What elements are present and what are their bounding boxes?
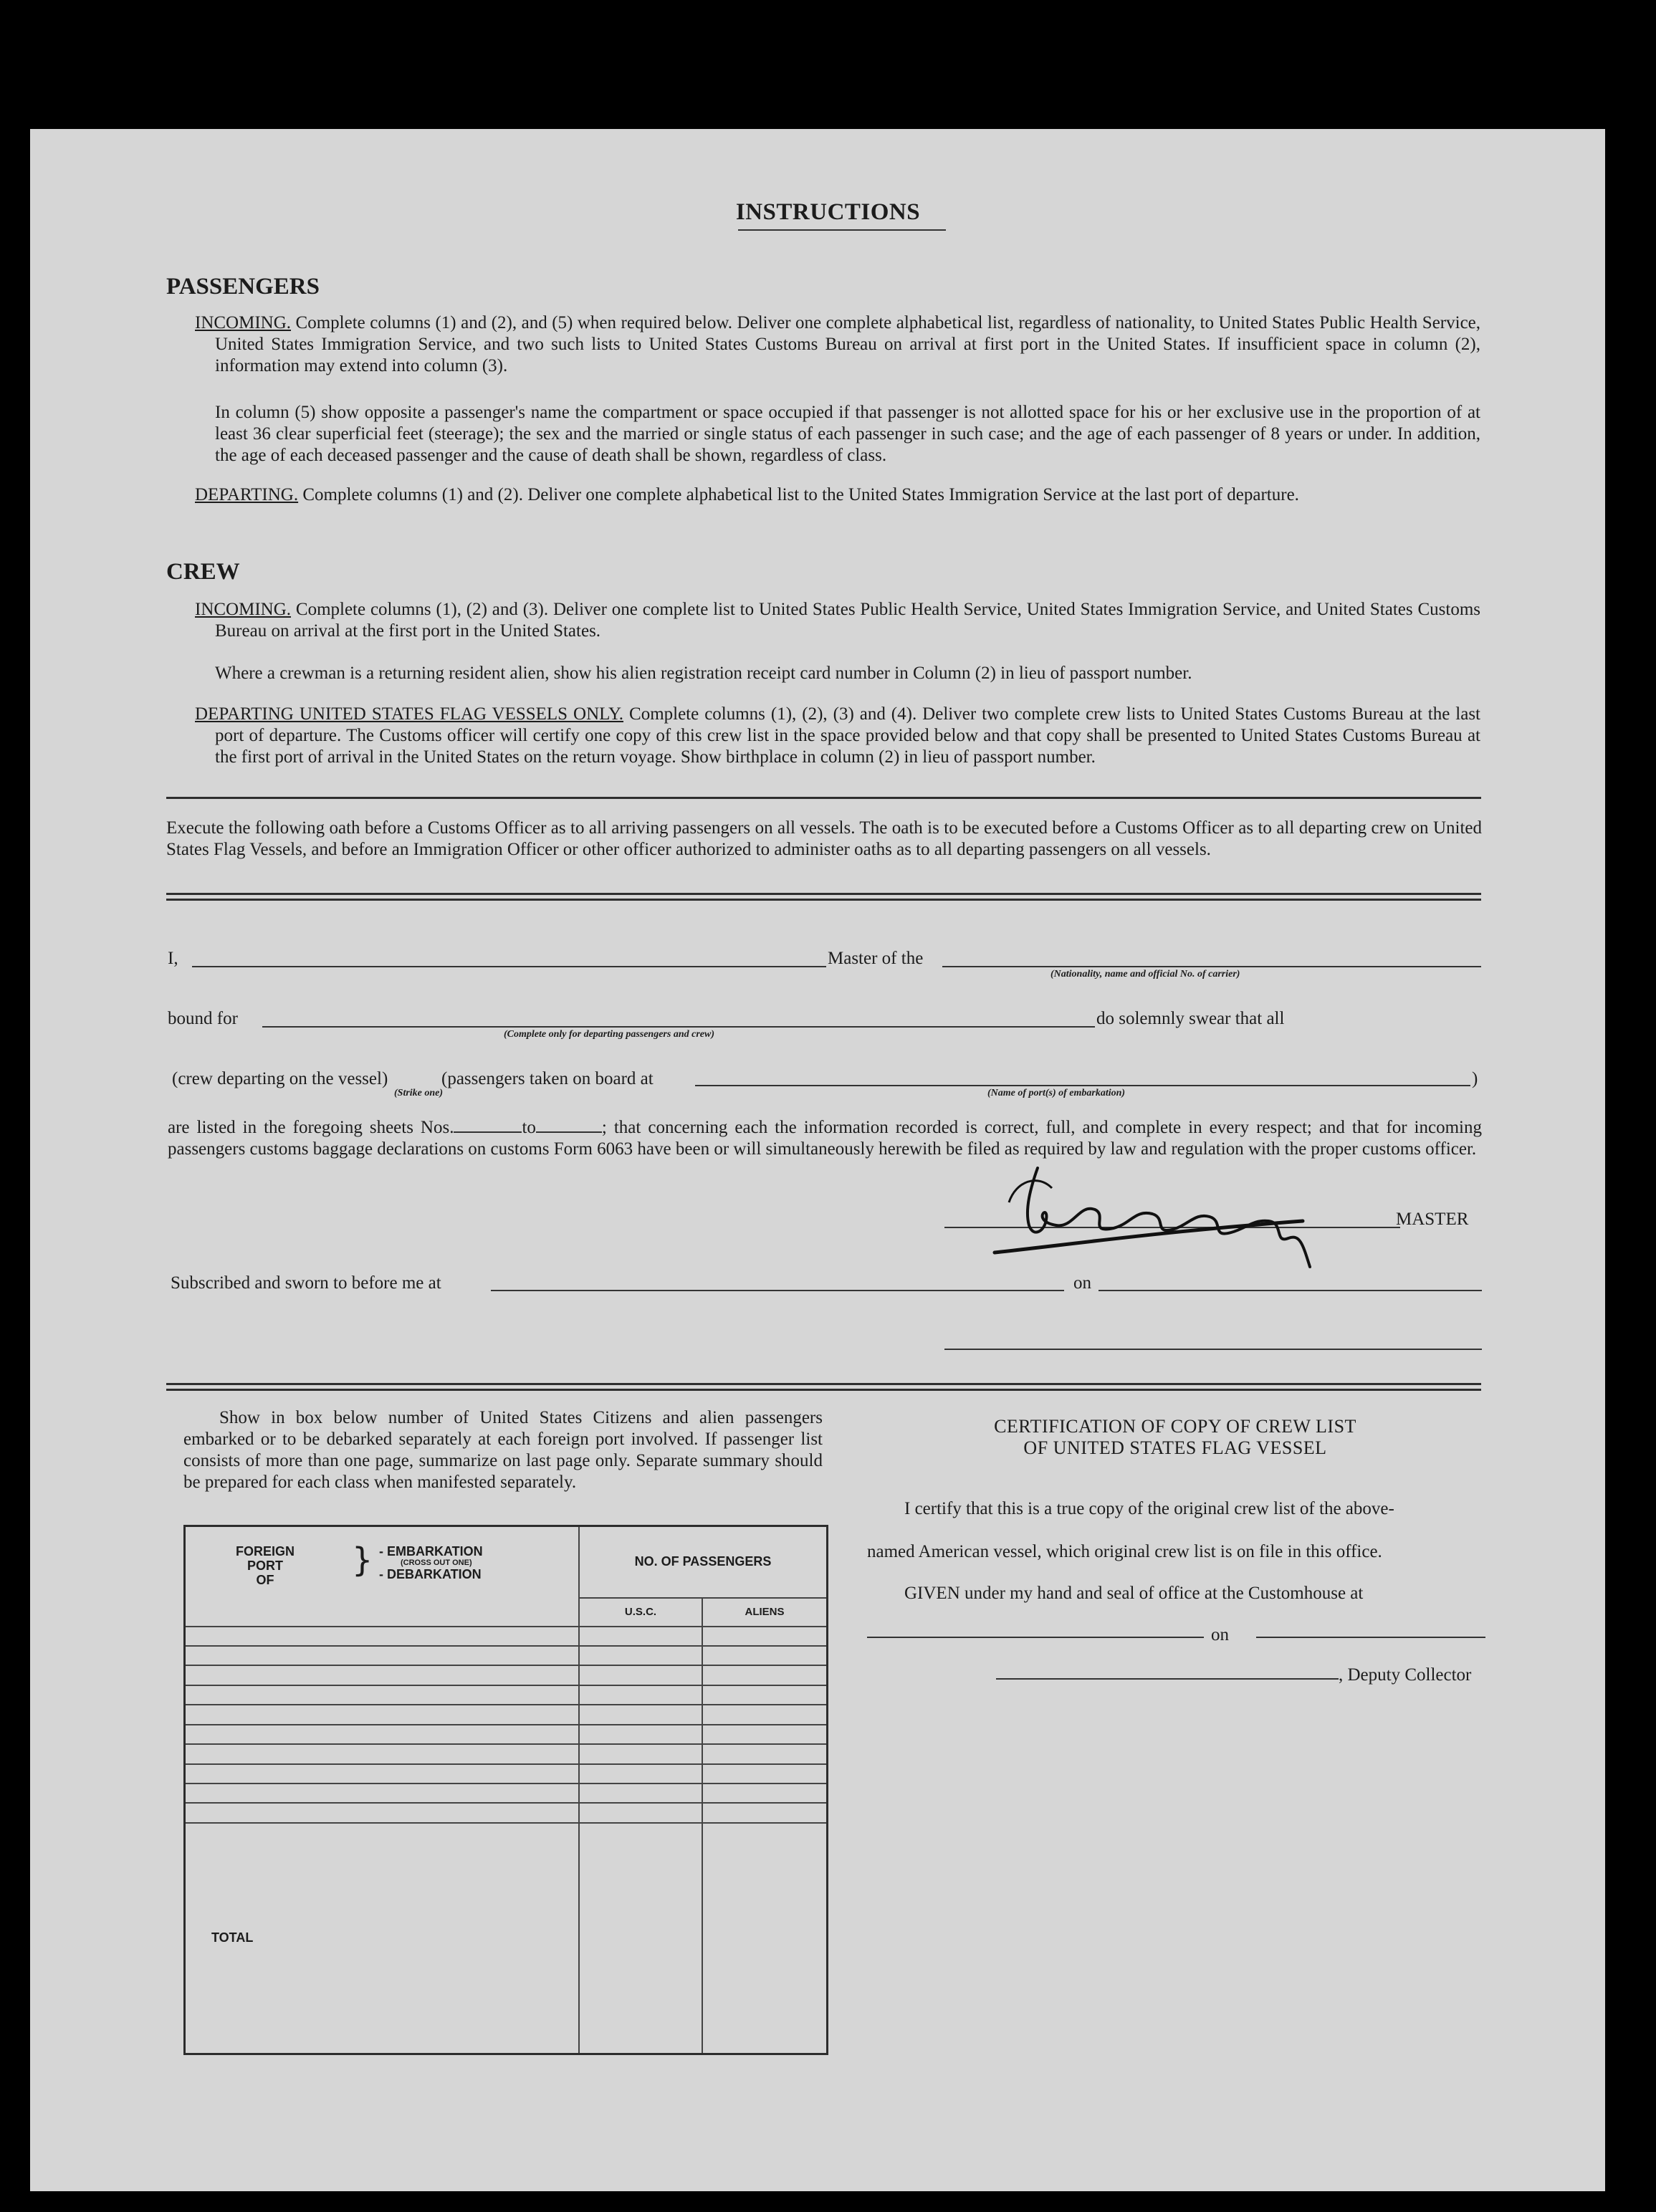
oath-i-label: I,: [168, 949, 178, 968]
passengers-incoming-paragraph: [195, 312, 1481, 377]
passengers-heading: PASSENGERS: [166, 274, 320, 300]
subscribed-date-field[interactable]: [1099, 1290, 1482, 1291]
passenger-summary-table: [183, 1525, 828, 2055]
aliens-cell[interactable]: [702, 1665, 828, 1685]
passengers-incoming-text: Complete columns (1) and (2), and (5) when required below. Deliver one complete alphabetical list, regardless of nationality, to United States Public Health Service, United States Immigration Service, and two such lists to United States Customs Bureau on arrival at first port in the United States. If insufficient space in column (2), information may extend into column (3).: [215, 313, 1481, 375]
certify-line2: named American vessel, which original crew list is on file in this office.: [867, 1542, 1382, 1561]
port-cell[interactable]: [185, 1744, 580, 1763]
port-cell[interactable]: [185, 1705, 580, 1724]
port-cell[interactable]: [185, 1646, 580, 1665]
usc-cell[interactable]: [579, 1803, 702, 1822]
oath-intro-paragraph: Execute the following oath before a Customs Officer as to all arriving passengers on all vessels. The oath is to be executed before a Customs Officer as to all departing crew on United States Flag Vessels, and before an Immigration Officer or other officer authorized to administer oaths as to all departing passengers on all vessels.: [166, 818, 1482, 859]
ports-note: (Name of port(s) of embarkation): [987, 1088, 1126, 1098]
oath-divider-bottom: [166, 899, 1481, 901]
aliens-cell[interactable]: [702, 1744, 828, 1763]
aliens-cell[interactable]: [702, 1705, 828, 1724]
port-cell[interactable]: [185, 1627, 580, 1646]
carrier-note: (Nationality, name and official No. of carrier): [1050, 969, 1240, 980]
total-usc-cell[interactable]: [579, 1823, 702, 2054]
aliens-cell[interactable]: [702, 1764, 828, 1784]
port-header-cell: [185, 1526, 580, 1627]
usc-header: U.S.C.: [579, 1598, 702, 1627]
usc-cell[interactable]: [579, 1685, 702, 1705]
cross-out-note: (CROSS OUT ONE): [401, 1559, 472, 1567]
crew-incoming-lead: INCOMING.: [195, 600, 292, 619]
crew-departing-paragraph: [195, 704, 1481, 768]
aliens-cell[interactable]: [702, 1627, 828, 1646]
of-word: OF: [256, 1573, 274, 1587]
swear-label: do solemnly swear that all: [1096, 1009, 1285, 1028]
usc-cell[interactable]: [579, 1627, 702, 1646]
no-of-passengers-header: NO. OF PASSENGERS: [579, 1526, 828, 1598]
page-title: INSTRUCTIONS: [735, 199, 921, 225]
deputy-collector-field[interactable]: [996, 1678, 1339, 1680]
embarkation-option[interactable]: - EMBARKATION: [379, 1544, 483, 1559]
master-name-field[interactable]: [192, 966, 826, 967]
embarkation-ports-field[interactable]: [695, 1085, 1470, 1086]
passengers-column5-paragraph: In column (5) show opposite a passenger's name the compartment or space occupied if that passenger is not allotted space for his or her exclusive use in the proportion of at least 36 clear superficial feet (steerage); the sex and the married or single status of each passenger in such case; and the age of each passenger of 8 years or under. In addition, the age of each deceased passenger and the cause of death shall be shown, regardless of class.: [215, 403, 1480, 465]
summary-instructions: Show in box below number of United States Citizens and alien passengers embarked or to be debarked separately at each foreign port involved. If passenger list consists of more than one page, summarize on last page only. Separate summary should be prepared for each class when manifested separately.: [183, 1408, 823, 1492]
to-label: to: [522, 1118, 536, 1137]
given-line: GIVEN under my hand and seal of office at the Customhouse at: [904, 1584, 1364, 1603]
crew-heading: CREW: [166, 559, 240, 585]
listed-prefix: are listed in the foregoing sheets Nos.: [168, 1118, 454, 1137]
officer-signature-field[interactable]: [944, 1349, 1482, 1350]
usc-cell[interactable]: [579, 1725, 702, 1744]
usc-cell[interactable]: [579, 1764, 702, 1784]
sheet-to-field[interactable]: [536, 1131, 602, 1133]
carrier-field[interactable]: [942, 966, 1481, 967]
aliens-cell[interactable]: [702, 1803, 828, 1822]
port-cell[interactable]: [185, 1665, 580, 1685]
bound-for-field[interactable]: [262, 1026, 1095, 1028]
port-cell[interactable]: [185, 1784, 580, 1803]
subscribed-place-field[interactable]: [491, 1290, 1064, 1291]
sheet-from-field[interactable]: [454, 1131, 522, 1133]
total-label: TOTAL: [185, 1823, 580, 2054]
port-word: PORT: [247, 1559, 284, 1573]
passengers-taken-option[interactable]: (passengers taken on board at: [441, 1069, 654, 1088]
subscribed-on-label: on: [1073, 1273, 1091, 1293]
cert-divider-bottom: [166, 1389, 1481, 1391]
section-divider: [166, 797, 1481, 799]
certification-title-line2: OF UNITED STATES FLAG VESSEL: [1023, 1437, 1327, 1458]
total-aliens-cell[interactable]: [702, 1823, 828, 2054]
aliens-cell[interactable]: [702, 1725, 828, 1744]
strike-note: (Strike one): [394, 1088, 444, 1098]
crew-departing-option[interactable]: (crew departing on the vessel): [172, 1069, 388, 1088]
crew-resident-paragraph: Where a crewman is a returning resident alien, show his alien registration receipt card number in Column (2) in lieu of passport number.: [215, 664, 1192, 683]
master-of-label: Master of the: [828, 949, 924, 968]
listed-text: ; that concerning each the information recorded is correct, full, and complete in every respect; and that for incoming passengers customs baggage declarations on customs Form 6063 have been or will simultaneously herewith be filed as required by law and regulation with the proper customs officer.: [168, 1118, 1482, 1159]
crew-departing-lead: DEPARTING UNITED STATES FLAG VESSELS ONLY.: [195, 704, 624, 724]
usc-cell[interactable]: [579, 1646, 702, 1665]
master-label: MASTER: [1396, 1210, 1469, 1229]
oath-divider-top: [166, 893, 1481, 895]
foreign-port-of-label: [236, 1544, 295, 1587]
cert-date-field[interactable]: [1256, 1637, 1485, 1638]
crew-incoming-paragraph: [195, 599, 1481, 642]
usc-cell[interactable]: [579, 1665, 702, 1685]
close-paren: ): [1472, 1069, 1478, 1088]
embark-debark-label: [379, 1544, 483, 1581]
certify-line1: I certify that this is a true copy of the original crew list of the above-: [904, 1499, 1394, 1518]
debarkation-option[interactable]: - DEBARKATION: [379, 1567, 482, 1581]
cert-divider-top: [166, 1383, 1481, 1385]
aliens-cell[interactable]: [702, 1685, 828, 1705]
foreign-word: FOREIGN: [236, 1544, 295, 1559]
customhouse-place-field[interactable]: [867, 1637, 1204, 1638]
usc-cell[interactable]: [579, 1784, 702, 1803]
bound-for-label: bound for: [168, 1009, 238, 1028]
deputy-collector-label: , Deputy Collector: [1339, 1665, 1472, 1685]
usc-cell[interactable]: [579, 1705, 702, 1724]
aliens-cell[interactable]: [702, 1646, 828, 1665]
bound-for-note: (Complete only for departing passengers and crew): [504, 1029, 714, 1040]
cert-on-label: on: [1211, 1625, 1229, 1644]
title-underline: [738, 229, 946, 231]
subscribed-label: Subscribed and sworn to before me at: [171, 1273, 441, 1293]
brace-icon: }: [352, 1541, 373, 1579]
certification-title-line1: CERTIFICATION OF COPY OF CREW LIST: [994, 1416, 1356, 1437]
passengers-departing-paragraph: [195, 484, 1480, 506]
aliens-cell[interactable]: [702, 1784, 828, 1803]
crew-departing-text: Complete columns (1), (2), (3) and (4). Deliver two complete crew lists to United States Customs Bureau at the last port of departure. The Customs officer will certify one copy of this crew list in the space provided below and that copy shall be presented to United States Customs Bureau at the first port of arrival in the United States on the return voyage. Show birthplace in column (2) in lieu of passport number.: [215, 704, 1481, 767]
port-cell[interactable]: [185, 1764, 580, 1784]
passengers-departing-lead: DEPARTING.: [195, 485, 299, 504]
passengers-incoming-lead: INCOMING.: [195, 313, 292, 332]
listed-paragraph: [168, 1117, 1482, 1160]
port-cell[interactable]: [185, 1803, 580, 1822]
port-cell[interactable]: [185, 1725, 580, 1744]
usc-cell[interactable]: [579, 1744, 702, 1763]
aliens-header: ALIENS: [702, 1598, 828, 1627]
passengers-departing-text: Complete columns (1) and (2). Deliver one complete alphabetical list to the United States Immigration Service at the last port of departure.: [302, 485, 1299, 504]
port-cell[interactable]: [185, 1685, 580, 1705]
master-signature: [987, 1159, 1360, 1274]
crew-incoming-text: Complete columns (1), (2) and (3). Deliver one complete list to United States Public Health Service, United States Immigration Service, and United States Customs Bureau on arrival at the first port in the United States.: [215, 600, 1481, 641]
